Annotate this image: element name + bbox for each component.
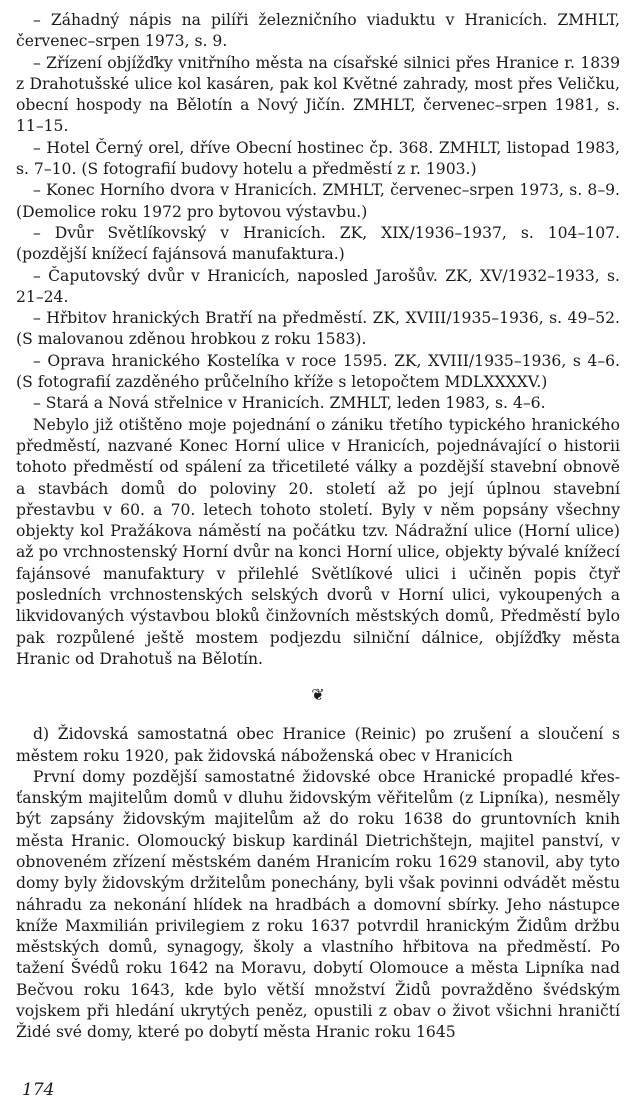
body-paragraph-1: Nebylo již otištěno moje pojednání o zániku třetího typického hranického předměstí, nazvané Konec Horní ulice v Hranicích, pojednávající o historii tohoto předměstí od spálení za třicetileté války a pozdější stavební obnově a stavbách domů do poloviny 20. století až po její úplnou stavební přestavbu v 60. a 70. letech tohoto století. Byly v něm popsány všechny objekty kol Pražákova náměstí na počátku tzv. Nádražní ulice (Horní ulice) až po vrchnostenský Horní dvůr na konci Horní ulice, objekty bývalé knížecí fajánsové manufaktury v přilehlé Světlíkové ulici i učiněn popis čtyř posledních vrchnostenských selských dvorů v Horní ulici, vykoupených a likvidovaných výstavbou bloků činžovních městských domů, Předměstí bylo pak rozpůlené ještě mostem podjezdu silniční dálnice, objížďky města Hranic od Drahotuš na Bělotín.: [16, 415, 620, 668]
list-entry: – Záhadný nápis na pilíři železničního viaduktu v Hranicích. ZMHLT, červenec–srpen 1973, s. 9.: [16, 11, 620, 51]
list-entry: – Dvůr Světlíkovský v Hranicích. ZK, XIX/1936–1937, s. 104–107. (pozdější knížecí fajánsová manufaktura.): [16, 223, 620, 264]
section-heading: d) Židovská samostatná obec Hranice (Reinic) po zrušení a sloučení s městem roku 1920, pak židovská náboženská obec v Hranicích: [16, 725, 620, 765]
list-entry: – Čaputovský dvůr v Hranicích, naposled Jarošův. ZK, XV/1932–1933, s. 21–24.: [16, 266, 620, 306]
list-entry: – Hotel Černý orel, dříve Obecní hostinec čp. 368. ZMHLT, listopad 1983, s. 7–10. (S fotografií budovy hotelu a předměstí z r. 1903.): [16, 138, 620, 179]
section-ornament-icon: ❦: [311, 685, 325, 705]
list-entry: – Oprava hranického Kostelíka v roce 1595. ZK, XVIII/1935–1936, s 4–6. (S fotografií zazděného průčelního kříže s letopočtem MDLXXXXV.): [16, 351, 620, 392]
list-entry: – Zřízení objížďky vnitřního města na císařské silnici přes Hranice r. 1839 z Drahotušské ulice kol kasáren, pak kol Květné zahrady, most přes Veličku, obecní hospody na Bělotín a Nový Jičín. ZMHLT, červenec–srpen 1981, s. 11–15.: [16, 53, 620, 136]
list-entry: – Konec Horního dvora v Hranicích. ZMHLT, červenec–srpen 1973, s. 8–9. (Demolice roku 1972 pro bytovou výstavbu.): [16, 181, 620, 221]
body-paragraph-2: První domy pozdější samostatné židovské obce Hranické propadlé křesťanským majitelům domů v dluhu židovským věřitelům (z Lipníka), nesměly být zapsány židovským majitelům až do roku 1638 do gruntovních knih města Hranic. Olomoucký biskup kardinál Dietrichštejn, majitel panství, v obnoveném zřízení městském daném Hranicím roku 1629 stanovil, aby tyto domy byly židovským držitelům ponechány, byli však povinni odvádět městu náhradu za nekonání hlídek na hradbách a domovní sbírky. Jeho nástupce kníže Maxmilián privilegiem z roku 1637 potvrdil hranickým Židům držbu městských domů, synagogy, školy a vlastního hřbitova na předměstí. Po tažení Švédů roku 1642 na Moravu, dobytí Olomouce a města Lipníka nad Bečvou roku 1643, kde bylo větší množství Židů povražděno švédským vojskem při hledání ukrytých peněz, opustili z obav o život všichni hraničtí Židé své domy, které po dobytí města Hranic roku 1645: [16, 767, 620, 1042]
list-entry: – Stará a Nová střelnice v Hranicích. ZMHLT, leden 1983, s. 4–6.: [33, 394, 546, 413]
page-number: 174: [22, 1080, 55, 1100]
list-entry: – Hřbitov hranických Bratří na předměstí. ZK, XVIII/1935–1936, s. 49–52. (S malovanou zděnou hrobkou z roku 1583).: [16, 309, 620, 349]
